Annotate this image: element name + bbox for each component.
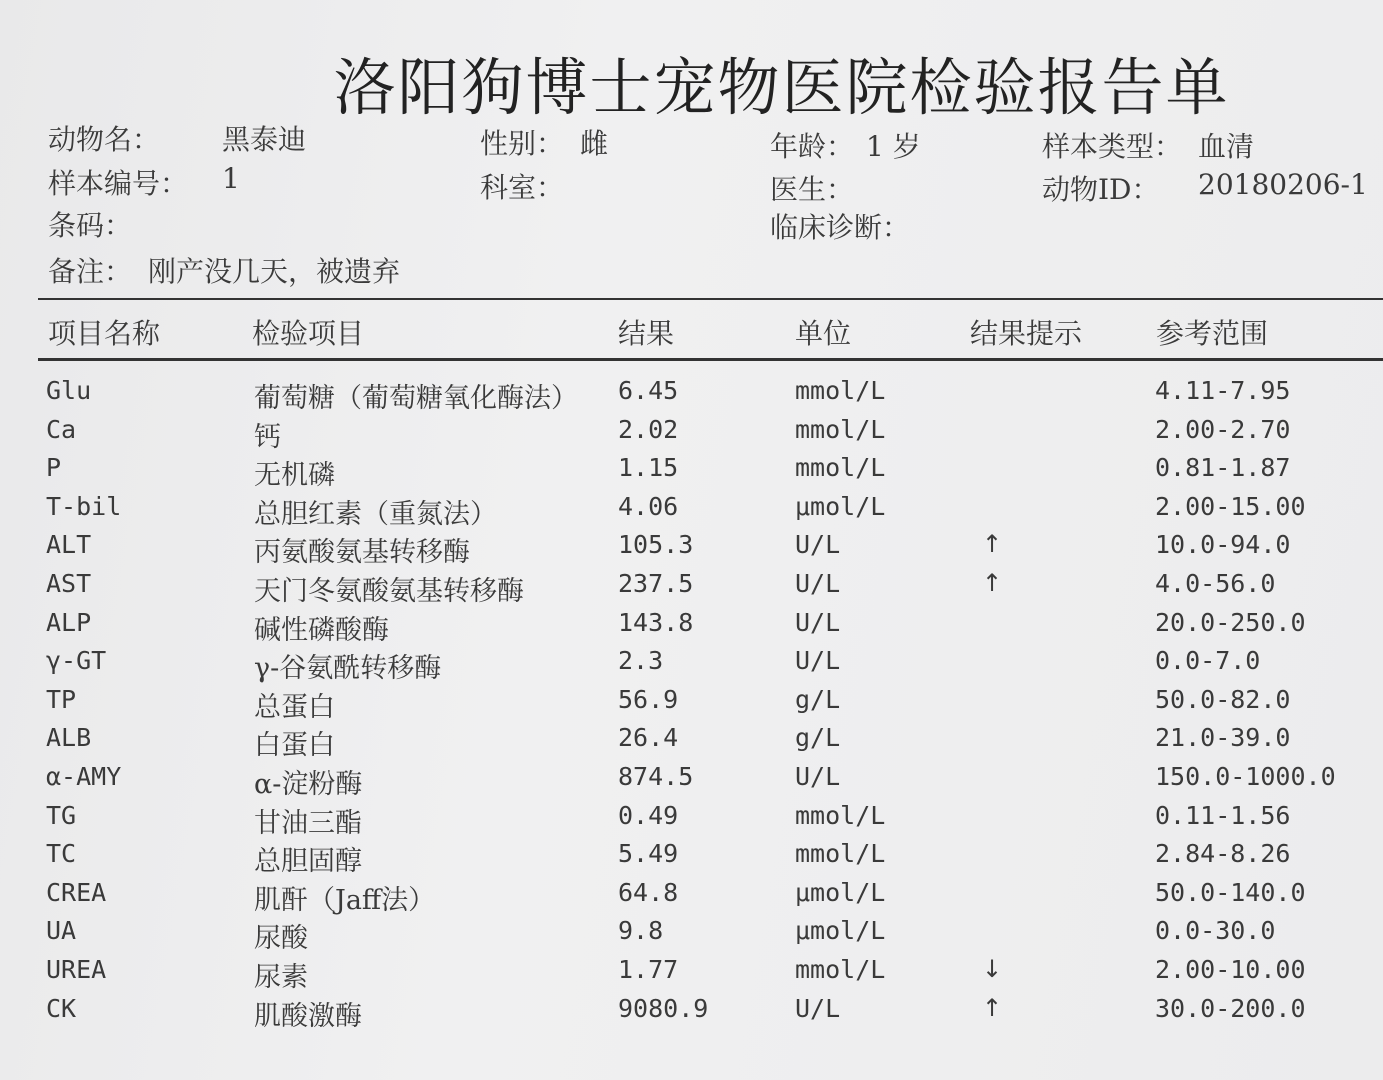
cell-code: ALT <box>46 530 92 559</box>
cell-code: ALP <box>46 608 92 637</box>
cell-unit: mmol/L <box>795 801 886 830</box>
cell-result: 2.3 <box>618 646 664 675</box>
report-title: 洛阳狗博士宠物医院检验报告单 <box>333 51 1230 124</box>
cell-unit: g/L <box>795 723 841 752</box>
cell-unit: mmol/L <box>795 839 886 868</box>
cell-code: α-AMY <box>46 762 122 791</box>
doctor-label: 医生： <box>770 173 855 206</box>
cell-result: 1.77 <box>618 955 679 984</box>
cell-name: 总胆红素（重氮法） <box>254 499 497 530</box>
cell-name: 尿酸 <box>254 923 308 954</box>
cell-name: 钙 <box>254 422 281 453</box>
cell-code: Glu <box>46 376 92 405</box>
cell-range: 30.0-200.0 <box>1155 994 1306 1023</box>
cell-range: 2.00-15.00 <box>1155 492 1306 521</box>
cell-unit: U/L <box>795 762 841 791</box>
cell-range: 10.0-94.0 <box>1155 530 1291 559</box>
cell-unit: U/L <box>795 608 841 637</box>
cell-code: γ-GT <box>46 646 107 675</box>
remark-value: 刚产没几天，被遗弃 <box>148 255 401 288</box>
col-header-name: 检验项目 <box>252 317 365 350</box>
cell-name: 肌酐（Jaff法） <box>254 885 436 916</box>
cell-code: TC <box>46 839 77 868</box>
header-rule-bottom <box>38 358 1383 361</box>
cell-unit: mmol/L <box>795 955 886 984</box>
col-header-unit: 单位 <box>795 317 852 350</box>
cell-name: 白蛋白 <box>254 730 335 761</box>
cell-code: TG <box>46 801 77 830</box>
cell-unit: U/L <box>795 530 841 559</box>
cell-unit: mmol/L <box>795 376 886 405</box>
sex-label: 性别： <box>480 127 565 160</box>
cell-result: 2.02 <box>618 415 679 444</box>
cell-result: 9080.9 <box>618 994 709 1023</box>
sample-no-value: 1 <box>222 162 240 195</box>
remark-label: 备注： <box>48 255 133 288</box>
cell-range: 2.84-8.26 <box>1155 839 1291 868</box>
col-header-range: 参考范围 <box>1156 317 1269 350</box>
cell-unit: U/L <box>795 994 841 1023</box>
cell-result: 0.49 <box>618 801 679 830</box>
cell-result: 26.4 <box>618 723 679 752</box>
cell-code: P <box>46 453 62 482</box>
cell-result: 9.8 <box>618 916 664 945</box>
cell-result: 64.8 <box>618 878 679 907</box>
col-header-code: 项目名称 <box>48 317 161 350</box>
cell-range: 150.0-1000.0 <box>1155 762 1336 791</box>
diagnosis-label: 临床诊断： <box>770 211 911 244</box>
cell-result: 1.15 <box>618 453 679 482</box>
cell-unit: μmol/L <box>795 878 886 907</box>
cell-flag: ↑ <box>982 994 1003 1022</box>
cell-range: 4.0-56.0 <box>1155 569 1276 598</box>
sex-value: 雌 <box>580 127 609 160</box>
cell-code: CREA <box>46 878 107 907</box>
cell-code: CK <box>46 994 77 1023</box>
animal-id-label: 动物ID： <box>1042 173 1160 206</box>
cell-unit: μmol/L <box>795 492 886 521</box>
cell-result: 874.5 <box>618 762 694 791</box>
cell-name: 肌酸激酶 <box>254 1001 362 1032</box>
cell-result: 56.9 <box>618 685 679 714</box>
cell-name: γ-谷氨酰转移酶 <box>254 653 442 684</box>
cell-name: 总蛋白 <box>254 692 335 723</box>
col-header-result: 结果 <box>618 317 675 350</box>
cell-unit: g/L <box>795 685 841 714</box>
cell-name: 丙氨酸氨基转移酶 <box>254 537 470 568</box>
cell-range: 0.81-1.87 <box>1155 453 1291 482</box>
cell-unit: U/L <box>795 569 841 598</box>
cell-result: 105.3 <box>618 530 694 559</box>
col-header-flag: 结果提示 <box>970 317 1083 350</box>
cell-range: 2.00-10.00 <box>1155 955 1306 984</box>
cell-result: 143.8 <box>618 608 694 637</box>
cell-range: 21.0-39.0 <box>1155 723 1291 752</box>
cell-name: 碱性磷酸酶 <box>254 615 389 646</box>
cell-result: 5.49 <box>618 839 679 868</box>
animal-name-label: 动物名： <box>48 123 161 156</box>
sample-type-value: 血清 <box>1198 130 1255 163</box>
age-value: 1 岁 <box>866 130 921 163</box>
cell-range: 0.0-30.0 <box>1155 916 1276 945</box>
cell-flag: ↑ <box>982 530 1003 558</box>
cell-unit: μmol/L <box>795 916 886 945</box>
cell-name: 天门冬氨酸氨基转移酶 <box>254 576 524 607</box>
cell-range: 50.0-140.0 <box>1155 878 1306 907</box>
sample-no-label: 样本编号： <box>48 167 189 200</box>
cell-range: 50.0-82.0 <box>1155 685 1291 714</box>
age-label: 年龄： <box>770 130 855 163</box>
header-rule-top <box>38 298 1383 300</box>
cell-flag: ↓ <box>982 955 1003 983</box>
cell-unit: mmol/L <box>795 453 886 482</box>
cell-name: 甘油三酯 <box>254 808 362 839</box>
cell-name: 葡萄糖（葡萄糖氧化酶法） <box>254 383 578 414</box>
cell-result: 237.5 <box>618 569 694 598</box>
cell-result: 4.06 <box>618 492 679 521</box>
cell-name: 尿素 <box>254 962 308 993</box>
cell-range: 4.11-7.95 <box>1155 376 1291 405</box>
cell-range: 0.11-1.56 <box>1155 801 1291 830</box>
cell-name: 无机磷 <box>254 460 335 491</box>
cell-code: ALB <box>46 723 92 752</box>
cell-code: Ca <box>46 415 77 444</box>
cell-name: α-淀粉酶 <box>254 769 363 800</box>
cell-range: 0.0-7.0 <box>1155 646 1261 675</box>
cell-range: 2.00-2.70 <box>1155 415 1291 444</box>
cell-code: UREA <box>46 955 107 984</box>
cell-code: T-bil <box>46 492 122 521</box>
cell-name: 总胆固醇 <box>254 846 362 877</box>
cell-flag: ↑ <box>982 569 1003 597</box>
sample-type-label: 样本类型： <box>1042 130 1183 163</box>
animal-name-value: 黑泰迪 <box>222 123 307 156</box>
cell-unit: U/L <box>795 646 841 675</box>
department-label: 科室： <box>480 171 565 204</box>
cell-result: 6.45 <box>618 376 679 405</box>
cell-code: TP <box>46 685 77 714</box>
animal-id-value: 20180206-1 <box>1198 168 1368 201</box>
cell-code: AST <box>46 569 92 598</box>
cell-range: 20.0-250.0 <box>1155 608 1306 637</box>
barcode-label: 条码： <box>48 209 133 242</box>
cell-unit: mmol/L <box>795 415 886 444</box>
cell-code: UA <box>46 916 77 945</box>
